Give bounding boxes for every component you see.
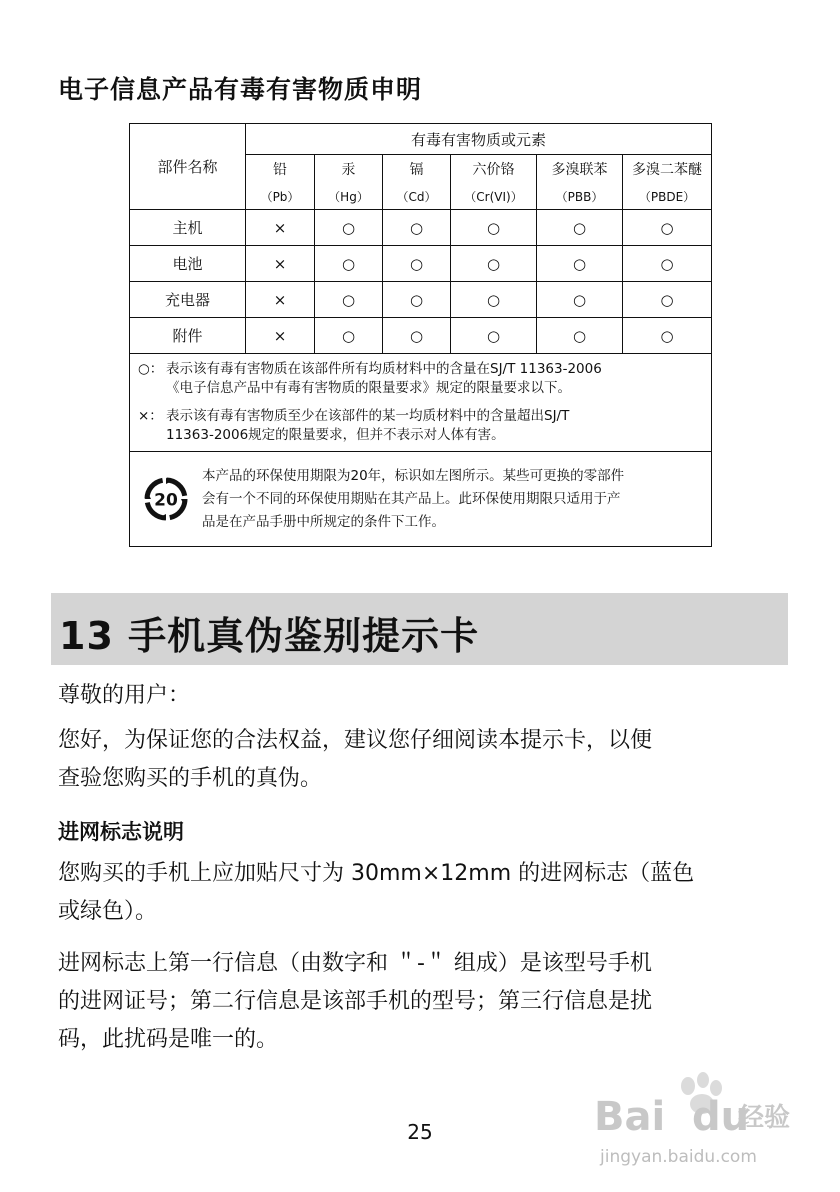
eco-logo-number: 20 (154, 490, 178, 511)
value-cell: × (246, 210, 315, 246)
value-cell: ○ (383, 318, 451, 354)
env-text: 会有一个不同的环保使用期贴在其产品上。此环保使用期限只适用于产 (202, 490, 621, 507)
value-cell: × (246, 318, 315, 354)
substance-name: 铅 (246, 155, 315, 184)
value-cell: ○ (623, 318, 712, 354)
paragraph-line: 您购买的手机上应加贴尺寸为 30mm×12mm 的进网标志（蓝色 (58, 861, 695, 886)
substance-formula: （Hg） (315, 183, 383, 210)
value-cell: ○ (315, 282, 383, 318)
value-cell: ○ (451, 210, 537, 246)
table-row (130, 210, 712, 246)
paragraph-line: 进网标志上第一行信息（由数字和 ＂-＂ 组成）是该型号手机 (58, 951, 652, 976)
part-name: 电池 (130, 246, 246, 282)
value-cell: ○ (451, 282, 537, 318)
value-cell: ○ (537, 246, 623, 282)
legend-symbol: ×： (138, 408, 163, 424)
watermark-url: jingyan.baidu.com (600, 1147, 757, 1167)
legend-text: 《电子信息产品中有毒有害物质的限量要求》规定的限量要求以下。 (166, 380, 571, 396)
environmental-notice (130, 452, 712, 547)
doc-title: 电子信息产品有毒有害物质申明 (58, 75, 423, 104)
value-cell: ○ (537, 282, 623, 318)
table-row (130, 246, 712, 282)
legend-notes (130, 354, 712, 452)
intro-paragraph (58, 722, 788, 798)
value-cell: ○ (623, 282, 712, 318)
legend-symbol: ○： (138, 361, 164, 377)
value-cell: ○ (451, 318, 537, 354)
baidu-watermark-icon (588, 1068, 798, 1178)
value-cell: ○ (537, 318, 623, 354)
table-row (130, 318, 712, 354)
value-cell: ○ (383, 246, 451, 282)
part-name: 附件 (130, 318, 246, 354)
substance-name: 六价铬 (451, 155, 537, 184)
value-cell: ○ (315, 318, 383, 354)
section-banner (51, 593, 788, 665)
watermark-brand2: du (692, 1094, 750, 1140)
greeting: 尊敬的用户： (58, 683, 191, 708)
part-name: 主机 (130, 210, 246, 246)
substance-name: 汞 (315, 155, 383, 184)
value-cell: ○ (315, 246, 383, 282)
watermark-brand: Bai (594, 1094, 666, 1140)
value-cell: × (246, 246, 315, 282)
value-cell: ○ (623, 210, 712, 246)
substance-name: 多溴联苯 (537, 155, 623, 184)
value-cell: ○ (315, 210, 383, 246)
legend-text: 表示该有毒有害物质至少在该部件的某一均质材料中的含量超出SJ/T (166, 408, 570, 424)
substance-formula: （PBDE） (623, 183, 712, 210)
part-name: 充电器 (130, 282, 246, 318)
value-cell: ○ (451, 246, 537, 282)
subheading: 进网标志说明 (58, 820, 184, 844)
label-info-paragraph (58, 945, 788, 1059)
value-cell: ○ (383, 282, 451, 318)
label-size-paragraph (58, 855, 788, 931)
substance-formula: （Pb） (246, 183, 315, 210)
substance-name: 多溴二苯醚 (623, 155, 712, 184)
paragraph-line: 的进网证号；第二行信息是该部手机的型号；第三行信息是扰 (58, 989, 653, 1014)
substance-group-header: 有毒有害物质或元素 (246, 124, 712, 155)
paragraph-line: 查验您购买的手机的真伪。 (58, 766, 323, 791)
page-number: 25 (407, 1120, 433, 1144)
value-cell: ○ (623, 246, 712, 282)
part-name-header: 部件名称 (130, 124, 246, 210)
paragraph-line: 您好，为保证您的合法权益，建议您仔细阅读本提示卡，以便 (58, 728, 653, 753)
value-cell: ○ (537, 210, 623, 246)
paragraph-line: 码，此扰码是唯一的。 (58, 1027, 279, 1052)
substance-formula: （Cr(VI)） (451, 183, 537, 210)
watermark-cn: 经验 (738, 1103, 791, 1133)
legend-text: 表示该有毒有害物质在该部件所有均质材料中的含量在SJ/T 11363-2006 (166, 361, 602, 377)
legend-note-circle (138, 360, 703, 398)
legend-note-cross (138, 407, 703, 445)
env-text: 本产品的环保使用期限为20年，标识如左图所示。某些可更换的零部件 (202, 467, 625, 484)
substance-formula: （PBB） (537, 183, 623, 210)
substance-name: 镉 (383, 155, 451, 184)
value-cell: ○ (383, 210, 451, 246)
value-cell: × (246, 282, 315, 318)
section-title: 13 手机真伪鉴别提示卡 (59, 614, 480, 658)
legend-text: 11363-2006规定的限量要求，但并不表示对人体有害。 (166, 427, 505, 443)
substance-formula: （Cd） (383, 183, 451, 210)
paragraph-line: 或绿色）。 (58, 899, 158, 924)
eco-period-logo-icon (130, 475, 202, 523)
env-text: 品是在产品手册中所规定的条件下工作。 (202, 513, 445, 530)
hazardous-substance-table (129, 123, 712, 547)
table-row (130, 282, 712, 318)
